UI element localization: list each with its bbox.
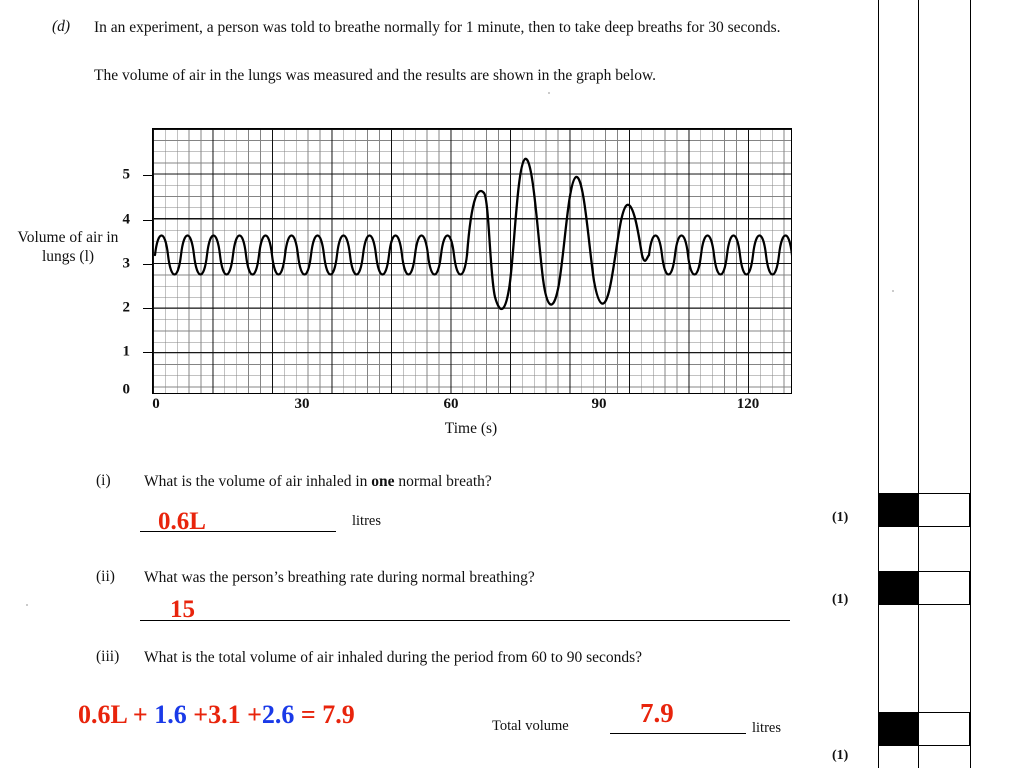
part-stem-line-1: In an experiment, a person was told to breathe normally for 1 minute, then to take deep breaths for 30 seconds. [94, 19, 781, 36]
y-tick-label: 0 [122, 381, 130, 398]
handwritten-answer-ii: 15 [170, 596, 195, 623]
marks-available-ii: (1) [832, 592, 849, 607]
sub-question-iii-number: (iii) [96, 648, 120, 665]
x-tick-label: 90 [591, 396, 607, 412]
y-tick-label: 1 [122, 343, 130, 360]
working-part-3: + [193, 700, 209, 729]
answer-unit-iii: litres [752, 720, 781, 736]
sub-question-ii-number: (ii) [96, 568, 115, 585]
working-part-4: 3.1 [208, 700, 248, 729]
handwritten-working [78, 700, 355, 730]
answer-rule-iii [610, 733, 746, 734]
mark-box-empty-i[interactable] [918, 493, 970, 527]
total-volume-label: Total volume [492, 718, 569, 734]
answer-rule-ii [140, 620, 790, 621]
mark-box-filled-ii[interactable] [878, 571, 918, 605]
part-stem-line-2: The volume of air in the lungs was measured and the results are shown in the graph below. [94, 67, 657, 84]
x-tick-label: 30 [294, 396, 310, 412]
breathing-graph [152, 128, 792, 394]
part-letter: (d) [52, 18, 71, 35]
marking-column [832, 0, 1024, 768]
sub-question-ii-text: What was the person’s breathing rate during normal breathing? [144, 569, 535, 586]
answer-unit-i: litres [352, 513, 381, 529]
mark-box-empty-ii[interactable] [918, 571, 970, 605]
x-tick-label: 60 [443, 396, 459, 412]
x-tick-label: 0 [152, 396, 160, 412]
working-part-5: + [247, 700, 262, 729]
x-tick-label: 120 [736, 396, 760, 412]
y-tick-label: 3 [122, 255, 130, 272]
working-part-2: 1.6 [154, 700, 194, 729]
y-tick-label: 5 [122, 166, 130, 183]
handwritten-answer-i: 0.6L [158, 508, 206, 535]
working-part-7: = 7.9 [300, 700, 355, 729]
graph-y-axis [122, 128, 152, 398]
lung-volume-trace [153, 129, 791, 393]
working-part-6: 2.6 [261, 700, 301, 729]
sub-question-iii-text: What is the total volume of air inhaled during the period from 60 to 90 seconds? [144, 649, 643, 666]
graph-y-axis-title: Volume of air in lungs (l) [17, 229, 119, 265]
mark-box-filled-i[interactable] [878, 493, 918, 527]
y-tick-label: 2 [122, 299, 130, 316]
sub-question-i-text: What is the volume of air inhaled in one normal breath? [144, 473, 492, 490]
marks-available-iii: (1) [832, 748, 849, 763]
working-part-1: 0.6L + [78, 700, 155, 729]
marks-available-i: (1) [832, 510, 849, 525]
y-tick-label: 4 [122, 211, 130, 228]
mark-box-filled-iii[interactable] [878, 712, 918, 746]
graph-x-axis [152, 396, 802, 418]
sub-question-i-number: (i) [96, 472, 111, 489]
handwritten-answer-iii: 7.9 [640, 698, 674, 728]
mark-box-empty-iii[interactable] [918, 712, 970, 746]
graph-x-axis-title: Time (s) [444, 420, 498, 437]
